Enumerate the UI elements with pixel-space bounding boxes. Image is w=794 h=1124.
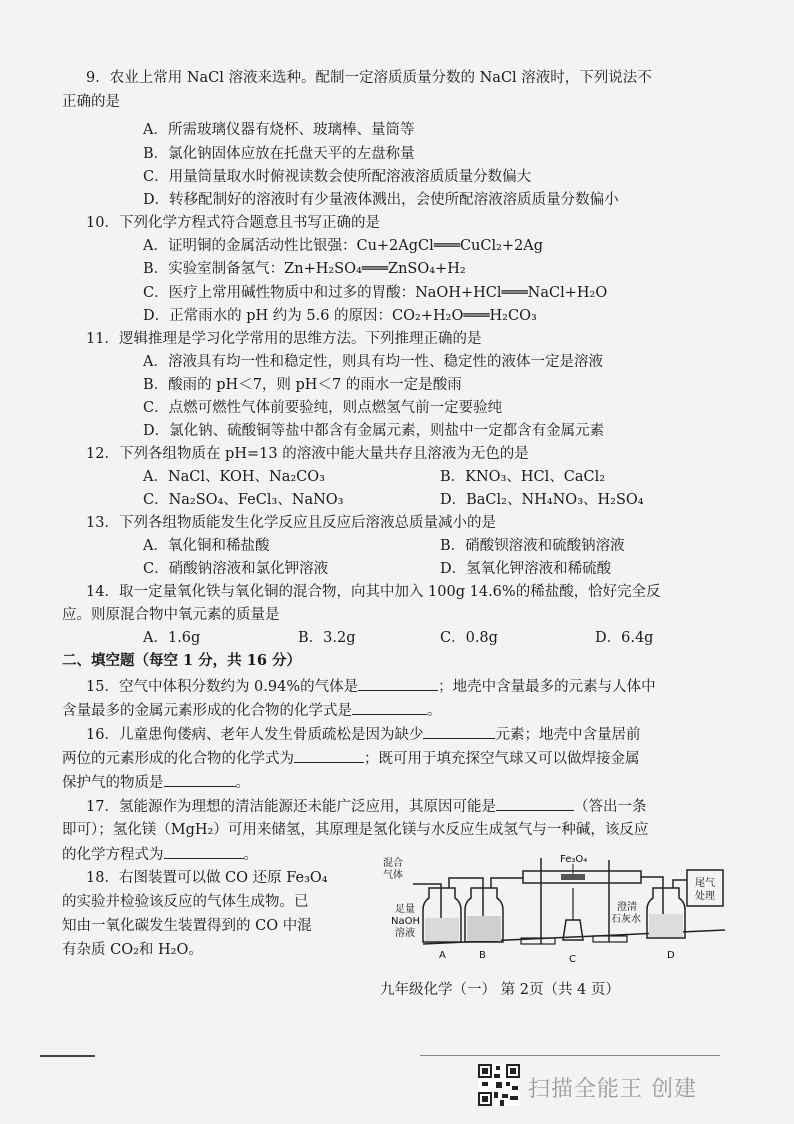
q16-blank-2[interactable]: [294, 748, 364, 763]
q17-blank-2[interactable]: [164, 844, 244, 859]
q9-stem-line1: 9．农业上常用 NaCl 溶液来选种。配制一定溶质质量分数的 NaCl 溶液时，下列说法不: [86, 70, 652, 86]
q17-blank-1[interactable]: [496, 796, 574, 811]
q16-text-a: 16．儿童患佝偻病、老年人发生骨质疏松是因为缺少: [86, 727, 424, 743]
q11-option-c: C．点燃可燃性气体前要验纯，则点燃氢气前一定要验纯: [143, 400, 503, 416]
label-mixed-gas-2: 气体: [383, 870, 403, 881]
label-b: B: [479, 950, 486, 961]
q15-text-b: ；地壳中含量最多的元素与人体中: [438, 679, 656, 695]
q18-line4: 有杂质 CO₂和 H₂O。: [62, 942, 203, 958]
q9-option-a: A．所需玻璃仪器有烧杯、玻璃棒、量筒等: [143, 122, 415, 138]
q12-option-d: D．BaCl₂、NH₄NO₃、H₂SO₄: [440, 492, 644, 508]
label-a: A: [439, 950, 446, 961]
q17-line2: 即可）；氢化镁（MgH₂）可用来储氢，其原理是氢化镁与水反应生成氢气与一种碱，该反应: [62, 822, 649, 838]
q13-option-b: B．硝酸钡溶液和硫酸钠溶液: [440, 538, 625, 554]
section-title-fill-in: 二、填空题（每空 1 分，共 16 分）: [62, 652, 301, 669]
q14-stem-line1: 14．取一定量氧化铁与氧化铜的混合物，向其中加入 100g 14.6%的稀盐酸，恰好完全反: [86, 584, 661, 600]
q17-text-a: 17．氢能源作为理想的清洁能源还未能广泛应用，其原因可能是: [86, 799, 496, 815]
q14-stem-line2: 应。则原混合物中氧元素的质量是: [62, 607, 280, 623]
co-reduction-apparatus-diagram: [383, 848, 725, 973]
q13-option-c: C．硝酸钠溶液和氯化钾溶液: [143, 561, 329, 577]
q14-option-a: A．1.6g: [143, 630, 201, 646]
q17-text-d: 。: [243, 847, 258, 863]
scan-artifact-line-right: [420, 1055, 720, 1056]
tube-b-c: [491, 878, 523, 888]
q10-option-a: A．证明铜的金属活动性比银强：Cu+2AgCl═══CuCl₂+2Ag: [143, 238, 544, 254]
q9-option-b: B．氯化钠固体应放在托盘天平的左盘称量: [143, 146, 415, 162]
q10-option-c: C．医疗上常用碱性物质中和过多的胃酸：NaOH+HCl═══NaCl+H₂O: [143, 285, 608, 301]
q15-text-d: 。: [427, 703, 442, 719]
q10-option-d: D．正常雨水的 pH 约为 5.6 的原因：CO₂+H₂O═══H₂CO₃: [143, 308, 537, 324]
q16-text-b: 元素；地壳中含量居前: [495, 727, 641, 743]
q13-option-a: A．氧化铜和稀盐酸: [143, 538, 270, 554]
q9-option-c: C．用量筒量取水时俯视读数会使所配溶液溶质质量分数偏大: [143, 169, 532, 185]
q16-text-f: 。: [235, 775, 250, 791]
q17-text-c: 的化学方程式为: [62, 847, 164, 863]
q11-option-b: B．酸雨的 pH＜7，则 pH＜7 的雨水一定是酸雨: [143, 377, 462, 393]
label-d: D: [667, 950, 675, 961]
q17-line1: [86, 796, 646, 817]
q12-stem: 12．下列各组物质在 pH=13 的溶液中能大量共存且溶液为无色的是: [86, 446, 529, 462]
q16-blank-1[interactable]: [423, 724, 495, 739]
watermark-text: 扫描全能王 创建: [528, 1077, 697, 1102]
tube-c-d: [641, 877, 663, 918]
q15-line1: [86, 676, 656, 697]
naoh-solution-fill: [425, 918, 459, 941]
q16-text-c: 两位的元素形成的化合物的化学式为: [62, 751, 294, 767]
page-footer: 九年级化学（一） 第 2页（共 4 页）: [380, 982, 620, 998]
bottle-b-fill: [467, 916, 501, 941]
q17-text-b: （答出一条: [573, 799, 647, 815]
q18-line1: 18．右图装置可以做 CO 还原 Fe₃O₄: [86, 870, 328, 886]
q14-option-d: D．6.4g: [595, 630, 654, 646]
q11-option-a: A．溶液具有均一性和稳定性，则具有均一性、稳定性的液体一定是溶液: [143, 354, 603, 370]
q16-text-d: ；既可用于填充探空气球又可以做焊接金属: [364, 751, 640, 767]
q16-line3: [62, 772, 250, 793]
q18-line3: 知由一氧化碳发生装置得到的 CO 中混: [62, 918, 312, 934]
label-limewater-2: 石灰水: [611, 914, 641, 925]
label-naoh-1: 足量: [395, 904, 415, 915]
q16-text-e: 保护气的物质是: [62, 775, 164, 791]
label-mixed-gas-1: 混合: [383, 858, 403, 869]
q11-option-d: D．氯化钠、硫酸铜等盐中都含有金属元素，则盐中一定都含有金属元素: [143, 423, 605, 439]
label-tail-2: 处理: [695, 891, 715, 902]
label-naoh-2: NaOH: [391, 916, 420, 927]
label-naoh-3: 溶液: [395, 928, 415, 939]
label-limewater-1: 澄清: [617, 902, 637, 913]
q15-blank-1[interactable]: [358, 676, 438, 691]
q14-option-c: C．0.8g: [440, 630, 498, 646]
q10-stem: 10．下列化学方程式符合题意且书写正确的是: [86, 215, 380, 231]
q15-line2: [62, 700, 442, 721]
q13-stem: 13．下列各组物质能发生化学反应且反应后溶液总质量减小的是: [86, 515, 496, 531]
qr-code-icon: [478, 1064, 520, 1106]
q10-option-b: B．实验室制备氢气：Zn+H₂SO₄═══ZnSO₄+H₂: [143, 261, 466, 277]
q16-blank-3[interactable]: [164, 772, 236, 787]
label-fe3o4: Fe₃O₄: [560, 854, 588, 865]
q12-option-b: B．KNO₃、HCl、CaCl₂: [440, 469, 606, 485]
limewater-fill: [649, 914, 683, 937]
q15-text-a: 15．空气中体积分数约为 0.94%的气体是: [86, 679, 359, 695]
label-c: C: [569, 954, 576, 965]
q9-option-d: D．转移配制好的溶液时有少量液体溅出，会使所配溶液溶质质量分数偏小: [143, 192, 619, 208]
fe3o4-sample: [561, 874, 585, 880]
q9-stem-line2: 正确的是: [62, 94, 120, 110]
q11-stem: 11．逻辑推理是学习化学常用的思维方法。下列推理正确的是: [86, 331, 482, 347]
q14-option-b: B．3.2g: [298, 630, 356, 646]
q15-blank-2[interactable]: [352, 700, 427, 715]
q12-option-c: C．Na₂SO₄、FeCl₃、NaNO₃: [143, 492, 344, 508]
q16-line2: [62, 748, 640, 769]
q15-text-c: 含量最多的金属元素形成的化合物的化学式是: [62, 703, 352, 719]
label-tail-1: 尾气: [695, 878, 715, 889]
scan-artifact-line-left: [40, 1055, 95, 1057]
q13-option-d: D．氢氧化钾溶液和稀硫酸: [440, 561, 612, 577]
q17-line3: [62, 844, 258, 865]
q16-line1: [86, 724, 640, 745]
tube-tail: [673, 880, 687, 888]
q12-option-a: A．NaCl、KOH、Na₂CO₃: [143, 469, 325, 485]
q18-line2: 的实验并检验该反应的气体生成物。已: [62, 894, 309, 910]
stand-base-2: [593, 936, 627, 942]
